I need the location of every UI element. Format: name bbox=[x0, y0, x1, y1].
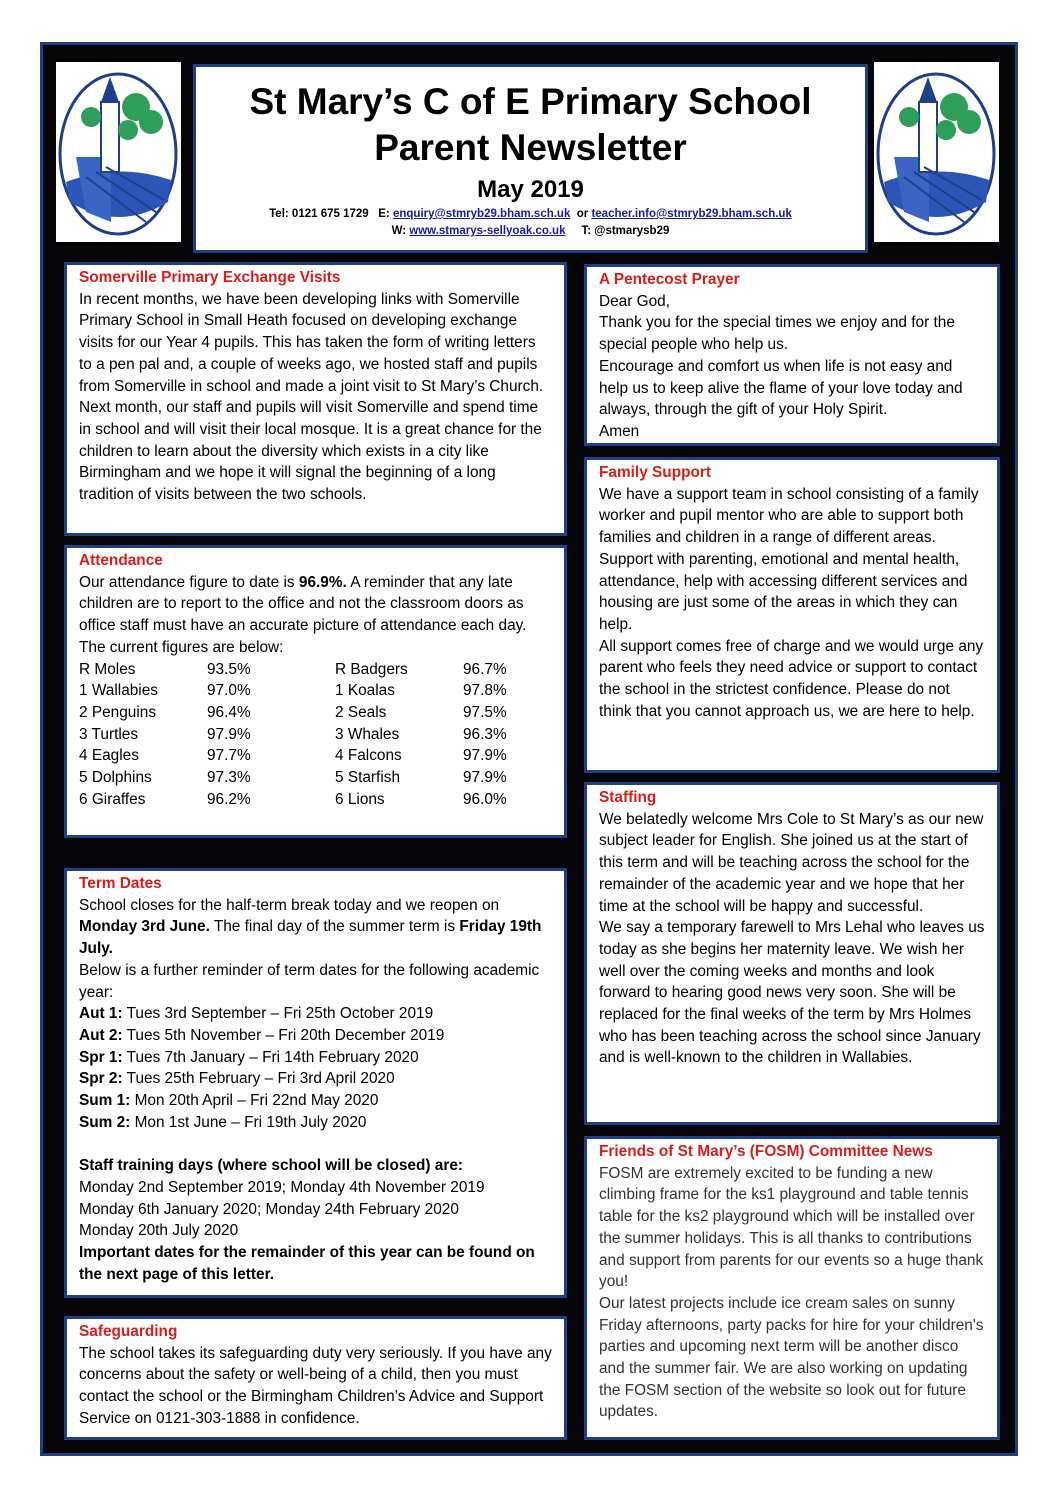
class-name: 2 Seals bbox=[335, 703, 387, 721]
safeguarding-section bbox=[64, 1316, 567, 1440]
term-label: Aut 2: bbox=[79, 1026, 123, 1044]
term-dates: Mon 1st June – Fri 19th July 2020 bbox=[130, 1113, 367, 1131]
class-name: 1 Koalas bbox=[335, 682, 395, 700]
email-label: E: bbox=[378, 208, 390, 220]
class-figure: 97.9% bbox=[463, 747, 507, 765]
table-row bbox=[79, 745, 507, 767]
fosm-paragraph-1: FOSM are extremely excited to be funding a new climbing frame for the ks1 playground and table tennis table for the ks2 playground which will be installed over the summer holidays. This is all thanks to contributions and support from parents for our events so a huge thank you! bbox=[599, 1164, 984, 1291]
attendance-intro bbox=[79, 572, 552, 659]
class-name: R Moles bbox=[79, 660, 136, 678]
email-link-teacher[interactable]: teacher.info@stmryb29.bham.sch.uk bbox=[591, 208, 792, 220]
list-item bbox=[79, 1047, 552, 1069]
class-name: 3 Turtles bbox=[79, 725, 139, 743]
term-dates-intro-2: Below is a further reminder of term dates for the following academic year: bbox=[79, 961, 540, 1001]
somerville-paragraph-2: Next month, our staff and pupils will visit Somerville and spend time in school and will visit their local mosque. It is a great chance for the children to learn about the diversity which exists in a city like Birmingham and we hope it will signal the beginning of a long tradition of visits between the two schools. bbox=[79, 399, 542, 504]
class-name: 5 Dolphins bbox=[79, 769, 152, 787]
prayer-heading: A Pentecost Prayer bbox=[599, 271, 740, 288]
prayer-section bbox=[584, 264, 1000, 446]
term-label: Spr 2: bbox=[79, 1070, 123, 1088]
class-name: 4 Eagles bbox=[79, 747, 139, 765]
class-figure: 93.5% bbox=[207, 660, 251, 678]
class-name: 6 Lions bbox=[335, 790, 385, 808]
class-figure: 97.7% bbox=[207, 747, 251, 765]
school-crest-icon bbox=[874, 62, 999, 242]
list-item bbox=[79, 1003, 552, 1025]
attendance-heading: Attendance bbox=[79, 552, 163, 569]
attendance-section bbox=[64, 545, 567, 838]
term-dates-intro bbox=[79, 895, 552, 960]
class-name: 2 Penguins bbox=[79, 703, 157, 721]
term-list bbox=[79, 1003, 552, 1133]
school-name: St Mary’s C of E Primary School bbox=[249, 81, 812, 122]
term-label: Sum 1: bbox=[79, 1092, 131, 1110]
attendance-intro-text: Our attendance figure to date is bbox=[79, 573, 299, 591]
term-dates-intro-text: School closes for the half-term break today and we reopen on bbox=[79, 896, 500, 914]
contact-line-1 bbox=[196, 206, 865, 223]
class-figure: 97.8% bbox=[463, 682, 507, 700]
newsletter-header bbox=[193, 64, 868, 253]
term-label: Spr 1: bbox=[79, 1048, 123, 1066]
training-heading: Staff training days (where school will be closed) are: bbox=[79, 1157, 463, 1175]
term-dates: Tues 3rd September – Fri 25th October 2019 bbox=[122, 1005, 434, 1023]
family-support-section bbox=[584, 457, 1000, 773]
table-row bbox=[79, 767, 507, 789]
website-link[interactable]: www.stmarys-sellyoak.co.uk bbox=[409, 225, 566, 237]
attendance-intro-rest: A reminder that any late children are to report to the office and not the classroom doors as office staff must have an accurate picture of attendance each day. The current figures are below: bbox=[79, 573, 527, 656]
fosm-heading: Friends of St Mary’s (FOSM) Committee News bbox=[599, 1143, 933, 1160]
training-day: Monday 20th July 2020 bbox=[79, 1222, 239, 1240]
prayer-line: Dear God, bbox=[599, 292, 671, 310]
term-dates: Tues 25th February – Fri 3rd April 2020 bbox=[122, 1070, 395, 1088]
prayer-line: Amen bbox=[599, 422, 640, 440]
fosm-section bbox=[584, 1136, 1000, 1440]
class-figure: 97.0% bbox=[207, 682, 251, 700]
telephone: Tel: 0121 675 1729 bbox=[269, 208, 369, 220]
final-day-date: Friday 19th July. bbox=[79, 918, 542, 958]
term-dates-section bbox=[64, 868, 567, 1298]
reopen-date: Monday 3rd June. bbox=[79, 918, 210, 936]
fosm-paragraph-2: Our latest projects include ice cream sales on sunny Friday afternoons, party packs for hire for your children's parties and upcoming next term will be another disco and the summer fair. We are also working on updating the FOSM section of the website so look out for future updates. bbox=[599, 1294, 984, 1421]
email-link-enquiry[interactable]: enquiry@stmryb29.bham.sch.uk bbox=[392, 208, 571, 220]
somerville-heading: Somerville Primary Exchange Visits bbox=[79, 269, 341, 286]
table-row bbox=[79, 702, 507, 724]
class-figure: 96.7% bbox=[463, 660, 507, 678]
somerville-section bbox=[64, 262, 567, 536]
table-row bbox=[79, 789, 507, 811]
contact-line-2 bbox=[196, 223, 865, 240]
term-dates: Tues 7th January – Fri 14th February 2020 bbox=[122, 1048, 419, 1066]
table-row bbox=[79, 680, 507, 702]
class-figure: 97.9% bbox=[207, 725, 251, 743]
term-dates: Tues 5th November – Fri 20th December 2019 bbox=[122, 1026, 445, 1044]
prayer-line: Thank you for the special times we enjoy and for the special people who help us. bbox=[599, 314, 955, 354]
class-figure: 97.5% bbox=[463, 703, 507, 721]
school-logo-left bbox=[56, 62, 181, 242]
safeguarding-body: The school takes its safeguarding duty very seriously. If you have any concerns about the safety or well-being of a child, then you must contact the school or the Birmingham Children’s Advice and Support Service on 0121-303-1888 in confidence. bbox=[79, 1344, 552, 1427]
training-day: Monday 2nd September 2019; Monday 4th November 2019 bbox=[79, 1178, 485, 1196]
class-figure: 96.4% bbox=[207, 703, 251, 721]
school-crest-icon bbox=[56, 62, 181, 242]
class-figure: 96.2% bbox=[207, 790, 251, 808]
class-figure: 96.3% bbox=[463, 725, 507, 743]
family-support-paragraph-1: We have a support team in school consisting of a family worker and pupil mentor who are able to support both families and children in a range of different areas. bbox=[599, 485, 979, 547]
list-item bbox=[79, 1112, 552, 1134]
final-day-text: The final day of the summer term is bbox=[209, 918, 460, 936]
newsletter-title: Parent Newsletter bbox=[374, 127, 687, 168]
table-row bbox=[79, 724, 507, 746]
table-row bbox=[79, 659, 507, 681]
staffing-section bbox=[584, 782, 1000, 1125]
list-item bbox=[79, 1090, 552, 1112]
term-dates-heading: Term Dates bbox=[79, 875, 162, 892]
class-name: 5 Starfish bbox=[335, 769, 401, 787]
attendance-figure: 96.9%. bbox=[298, 573, 347, 591]
family-support-paragraph-3: All support comes free of charge and we would urge any parent who feels they need advice or support to contact the school in the strictest confidence. Please do not think that you cannot approach us, we are here to help. bbox=[599, 637, 984, 720]
class-figure: 97.3% bbox=[207, 769, 251, 787]
term-dates: Mon 20th April – Fri 22nd May 2020 bbox=[130, 1092, 379, 1110]
attendance-table bbox=[79, 659, 507, 811]
term-label: Aut 1: bbox=[79, 1005, 123, 1023]
or-label: or bbox=[576, 208, 589, 220]
term-label: Sum 2: bbox=[79, 1113, 131, 1131]
school-logo-right bbox=[874, 62, 999, 242]
list-item bbox=[79, 1025, 552, 1047]
prayer-line: Encourage and comfort us when life is not easy and help us to keep alive the flame of your love today and always, through the gift of your Holy Spirit. bbox=[599, 357, 963, 419]
newsletter-date: May 2019 bbox=[477, 176, 584, 203]
list-item bbox=[79, 1068, 552, 1090]
family-support-paragraph-2: Support with parenting, emotional and mental health, attendance, help with accessing different services and housing are just some of the areas in which they can help. bbox=[599, 550, 968, 633]
class-figure: 97.9% bbox=[463, 769, 507, 787]
class-figure: 96.0% bbox=[463, 790, 507, 808]
somerville-paragraph-1: In recent months, we have been developing links with Somerville Primary School in Small Heath focused on developing exchange visits for our Year 4 pupils. This has taken the form of writing letters to a pen pal and, a couple of weeks ago, we hosted staff and pupils from Somerville in school and made a joint visit to St Mary’s Church. bbox=[79, 290, 544, 395]
safeguarding-heading: Safeguarding bbox=[79, 1323, 178, 1340]
class-name: 6 Giraffes bbox=[79, 790, 146, 808]
class-name: R Badgers bbox=[335, 660, 408, 678]
staffing-paragraph-1: We belatedly welcome Mrs Cole to St Mary’s as our new subject leader for English. She joined us at the start of this term and will be teaching across the school for the remainder of the academic year and we hope that her time at the school will be happy and successful. bbox=[599, 810, 984, 915]
training-day: Monday 6th January 2020; Monday 24th February 2020 bbox=[79, 1200, 459, 1218]
class-name: 4 Falcons bbox=[335, 747, 402, 765]
class-name: 1 Wallabies bbox=[79, 682, 158, 700]
staffing-heading: Staffing bbox=[599, 789, 657, 806]
family-support-heading: Family Support bbox=[599, 464, 712, 481]
web-label: W: bbox=[391, 225, 407, 237]
staffing-paragraph-2: We say a temporary farewell to Mrs Lehal who leaves us today as she begins her maternity leave. We wish her well over the coming weeks and months and look forward to hearing good news very soon. She will be replaced for the final weeks of the term by Mrs Holmes who has been teaching across the school since January and is well-known to the children in Wallabies. bbox=[599, 919, 985, 1067]
twitter-handle: T: @stmarysb29 bbox=[581, 225, 670, 237]
class-name: 3 Whales bbox=[335, 725, 400, 743]
important-dates-note: Important dates for the remainder of this year can be found on the next page of this letter. bbox=[79, 1243, 535, 1283]
